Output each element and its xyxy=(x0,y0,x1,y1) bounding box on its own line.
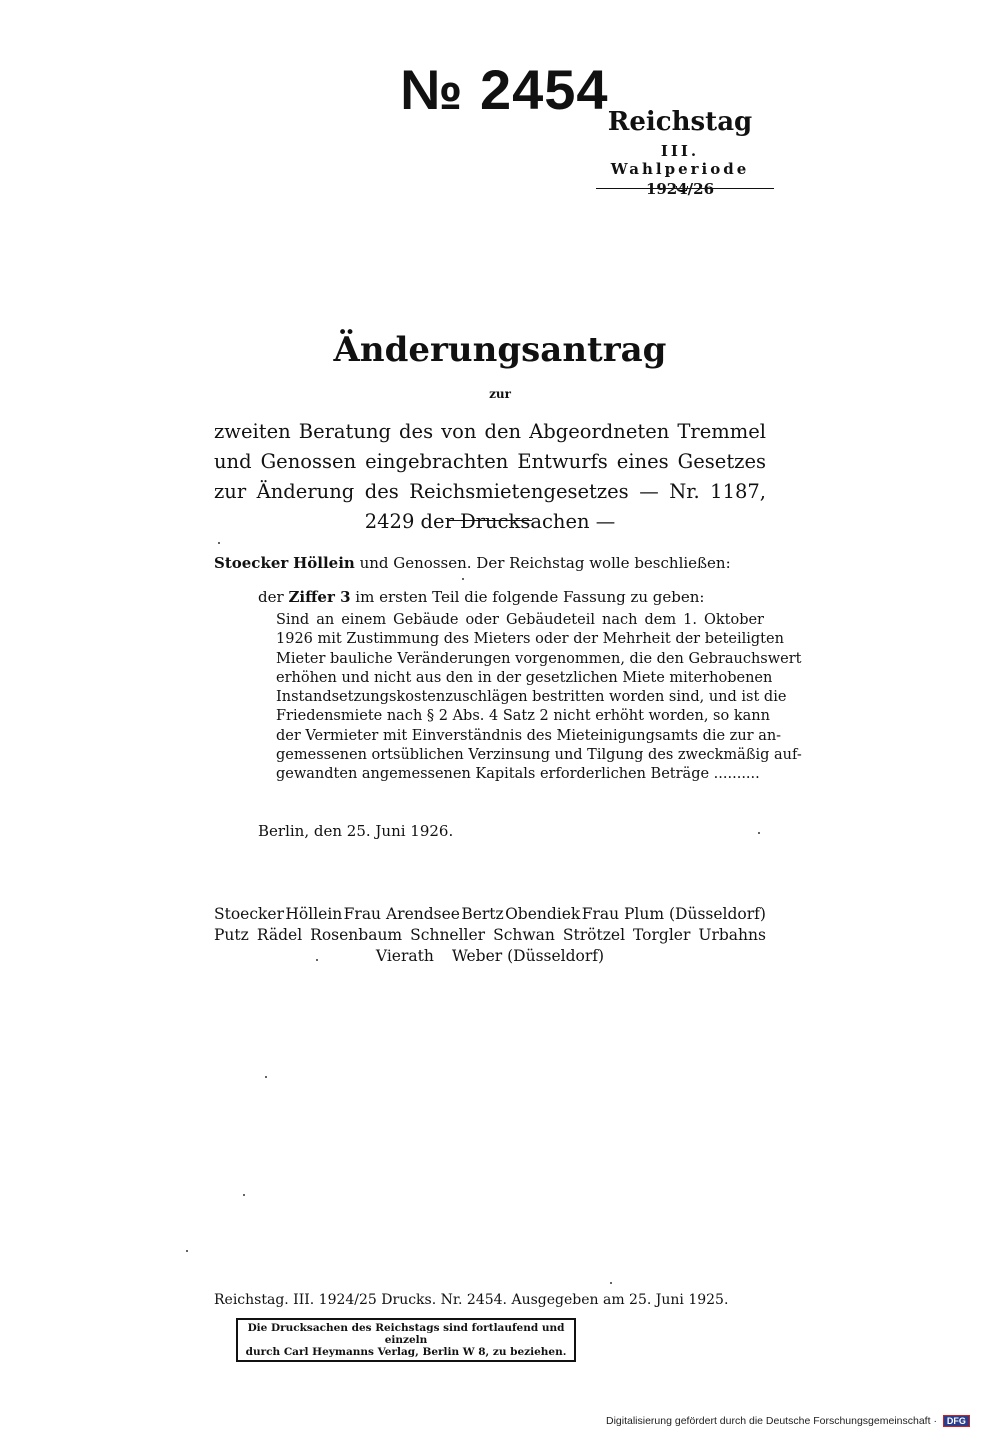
notice-line: durch Carl Heymanns Verlag, Berlin W 8, zu beziehen. xyxy=(245,1346,567,1358)
signatory: Strötzel xyxy=(562,926,626,944)
scan-speck xyxy=(265,1076,267,1078)
signatory: Weber (Düsseldorf) xyxy=(451,947,605,965)
signatory: Bertz xyxy=(461,905,504,923)
notice-line: Die Drucksachen des Reichstags sind fortlaufend und einzeln xyxy=(247,1322,565,1346)
signatory: Schwan xyxy=(493,926,555,944)
signatory: Obendiek xyxy=(505,905,581,923)
signatory: Rosenbaum xyxy=(310,926,403,944)
signatories xyxy=(214,904,766,967)
credit-text: Digitalisierung gefördert durch die Deutsche Forschungsgemeinschaft xyxy=(606,1415,931,1427)
scan-speck xyxy=(758,832,760,834)
motion-text: und Genossen. Der Reichstag wolle beschließen: xyxy=(359,554,731,572)
scan-speck xyxy=(610,1282,612,1284)
signatory: Frau Arendsee xyxy=(343,905,460,923)
movers-line xyxy=(214,554,731,572)
dfg-logo-icon: DFG xyxy=(943,1415,970,1427)
title-connector: zur xyxy=(489,387,511,401)
dateline: Berlin, den 25. Juni 1926. xyxy=(258,822,454,840)
electoral-period: III. Wahlperiode xyxy=(610,141,750,178)
period-years: 1924/26 xyxy=(645,179,715,198)
scan-speck xyxy=(186,1250,188,1252)
scan-speck xyxy=(218,542,220,544)
amendment-line: der Vermieter mit Einverständnis des Mieteinigungsamts die zur an- xyxy=(276,727,782,744)
scan-speck xyxy=(316,959,318,961)
print-footer: Reichstag. III. 1924/25 Drucks. Nr. 2454. Ausgegeben am 25. Juni 1925. xyxy=(214,1292,729,1308)
signatory-row xyxy=(214,904,766,925)
amendment-line: erhöhen und nicht aus den in der gesetzlichen Miete miterhobenen xyxy=(276,669,773,686)
signatory: Torgler xyxy=(633,926,691,944)
amendment-line: Sind an einem Gebäude oder Gebäudeteil nach dem 1. Oktober xyxy=(276,612,764,628)
amendment-text xyxy=(276,611,802,785)
mover-name: Höllein xyxy=(293,554,355,572)
signatory: Höllein xyxy=(285,905,343,923)
amendment-intro-post: im ersten Teil die folgende Fassung zu geben: xyxy=(355,588,705,606)
amendment-intro xyxy=(258,588,704,606)
reichstag-header-box xyxy=(590,108,770,198)
amendment-line: gemessenen ortsüblichen Verzinsung und Tilgung des zweckmäßig auf- xyxy=(276,747,802,764)
signatory: Frau Plum (Düsseldorf) xyxy=(581,905,766,923)
credit-separator: · xyxy=(933,1415,937,1427)
amendment-line: Instandsetzungskostenzuschlägen bestritten worden sind, und ist die xyxy=(276,689,787,706)
scan-speck xyxy=(462,578,464,580)
signatory: Putz xyxy=(214,926,249,944)
amendment-line: Mieter bauliche Veränderungen vorgenommen, die den Gebrauchswert xyxy=(276,650,802,667)
signatory: Vierath xyxy=(375,947,434,965)
publisher-notice-box xyxy=(236,1318,576,1362)
scan-speck xyxy=(243,1194,245,1196)
digitization-credit xyxy=(606,1415,970,1427)
signatory: Rädel xyxy=(256,926,303,944)
signatory: Urbahns xyxy=(698,926,766,944)
document-title: Änderungsantrag xyxy=(333,330,667,370)
reichstag-title: Reichstag xyxy=(607,107,753,137)
document-subtitle: zweiten Beratung des von den Abgeordneten Tremmel und Genossen eingebrachten Entwurfs eines Gesetzes zur Änderung des Reichsmietengesetzes — Nr. 1187, 2429 der Drucksachen — xyxy=(214,420,766,533)
amendment-line: Friedensmiete nach § 2 Abs. 4 Satz 2 nicht erhöht worden, so kann xyxy=(276,708,770,725)
amendment-intro-pre: der xyxy=(258,588,284,606)
signatory-row xyxy=(214,925,766,946)
section-divider xyxy=(447,520,532,521)
signatory: Stoecker xyxy=(214,905,285,923)
signatory-row xyxy=(214,946,766,967)
mover-name: Stoecker xyxy=(214,554,289,572)
amendment-item: Ziffer 3 xyxy=(288,588,351,606)
document-number: № 2454 xyxy=(400,58,609,121)
signatory: Schneller xyxy=(410,926,486,944)
amendment-line: gewandten angemessenen Kapitals erforderlichen Beträge .......... xyxy=(276,766,760,783)
amendment-line: 1926 mit Zustimmung des Mieters oder der Mehrheit der beteiligten xyxy=(276,631,784,648)
